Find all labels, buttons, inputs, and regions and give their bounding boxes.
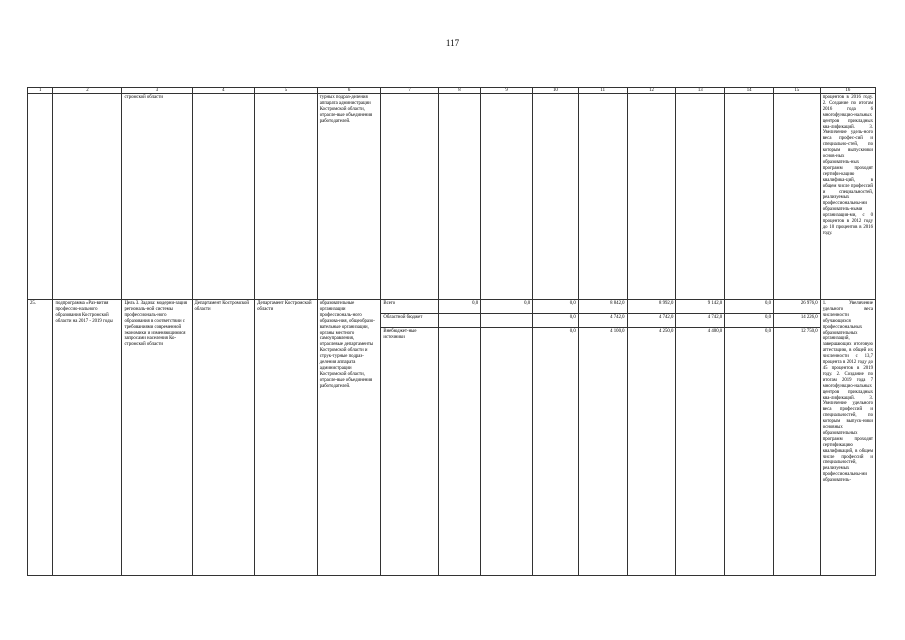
results-cell: 1. Увеличение удельного веса численности обучающихся профессиональных образовательных организаций, завершающих итоговую аттестацию, в общей их численности с 13,7 процента в 2012 году до 45 процентов в 2019 году. 2. Создание по итогам 2019 года 7 многофункцио-нальных центров прикладных ква-лификаций. 3. Увеличение удельного веса профессий и специальностей, по которым выпуск-ники основных образовательных программ проходят сертификацию квалификаций, в общем числе профессий и специальностей, реализуемых профессиональны-ми образователь- — [820, 300, 875, 576]
source-regional: Областной бюджет — [381, 314, 437, 328]
header-cell: 11 — [578, 88, 627, 94]
program-name-cell: подпрограмма «Раз-вития профессио-нального образования Костромской области на 2017 - 2019 годы — [53, 300, 122, 576]
value-col-9: 0,0 — [481, 300, 533, 576]
table-row — [28, 300, 876, 576]
header-cell: 2 — [53, 88, 122, 94]
table-row-continued — [28, 94, 876, 300]
header-cell: 7 — [381, 88, 438, 94]
program-table — [27, 87, 876, 576]
header-cell: 5 — [255, 88, 318, 94]
header-cell: 10 — [533, 88, 579, 94]
value-col-11: 8 842,0 4 742,0 4 100,0 — [578, 300, 627, 576]
header-cell: 14 — [725, 88, 774, 94]
goal-cell: стромской области — [122, 94, 192, 300]
value-col-8: 0,0 — [438, 300, 480, 576]
header-cell: 16 — [820, 88, 875, 94]
source-extrabudget: Внебюджет-ные источники — [383, 329, 417, 340]
executor-cell: Департамент Костромской области — [255, 300, 318, 576]
header-cell: 8 — [438, 88, 480, 94]
header-cell: 12 — [627, 88, 676, 94]
header-cell: 15 — [774, 88, 821, 94]
funding-source-cell — [381, 300, 438, 576]
header-cell: 3 — [122, 88, 192, 94]
value-col-14: 0,0 0,0 0,0 — [725, 300, 774, 576]
goal-cell: Цель 3. Задача: модерни-зация региональ-ной системы профессиональ-ного образования в соответствии с требованиями современной экономики и изменяющимися запросами населения Ко-стромской области — [122, 300, 192, 576]
results-cell: процентов в 2016 году. 2. Создание по итогам 2016 года 6 многофункцио-нальных центров прикладных ква-лификаций. 3. Увеличение удель-ного веса профес-сий и специально-стей, по которым выпускники основ-ных образователь-ных программ проходят сертифи-кацию квалифика-ций, в общем числе профессий и специальностей, реализуемых профессиональны-ми образователь-ными организация-ми, с 0 процентов в 2012 году до 10 процентов в 2016 году. — [820, 94, 875, 300]
value-col-10: 0,0 0,0 0,0 — [533, 300, 579, 576]
source-total: Всего — [381, 300, 437, 314]
value-col-12: 8 992,0 4 742,0 4 250,0 — [627, 300, 676, 576]
page-number: 117 — [445, 38, 460, 48]
value-col-13: 9 142,0 4 742,0 4 400,0 — [676, 300, 725, 576]
header-cell: 9 — [481, 88, 533, 94]
header-cell: 13 — [676, 88, 725, 94]
header-cell: 4 — [192, 88, 255, 94]
header-cell: 6 — [317, 88, 381, 94]
participants-cell: образовательные организации профессиональ-ного образова-ния, общеобразо-вательные организации, органы местного самоуправления, отраслевые департаменты Костромской области и струк-турные подраз-деления аппарата администрации Костромской области, отрасле-вые объединения работодателей. — [317, 300, 381, 576]
value-col-15: 26 976,0 14 226,0 12 750,0 — [774, 300, 821, 576]
participants-cell: турных подраз-деления аппарата администрации Костромской области, отрасле-вые объединения работодателей. — [317, 94, 381, 300]
row-number: 25. — [28, 300, 53, 576]
responsible-cell: Департамент Костромской области — [192, 300, 255, 576]
header-cell: 1 — [28, 88, 53, 94]
